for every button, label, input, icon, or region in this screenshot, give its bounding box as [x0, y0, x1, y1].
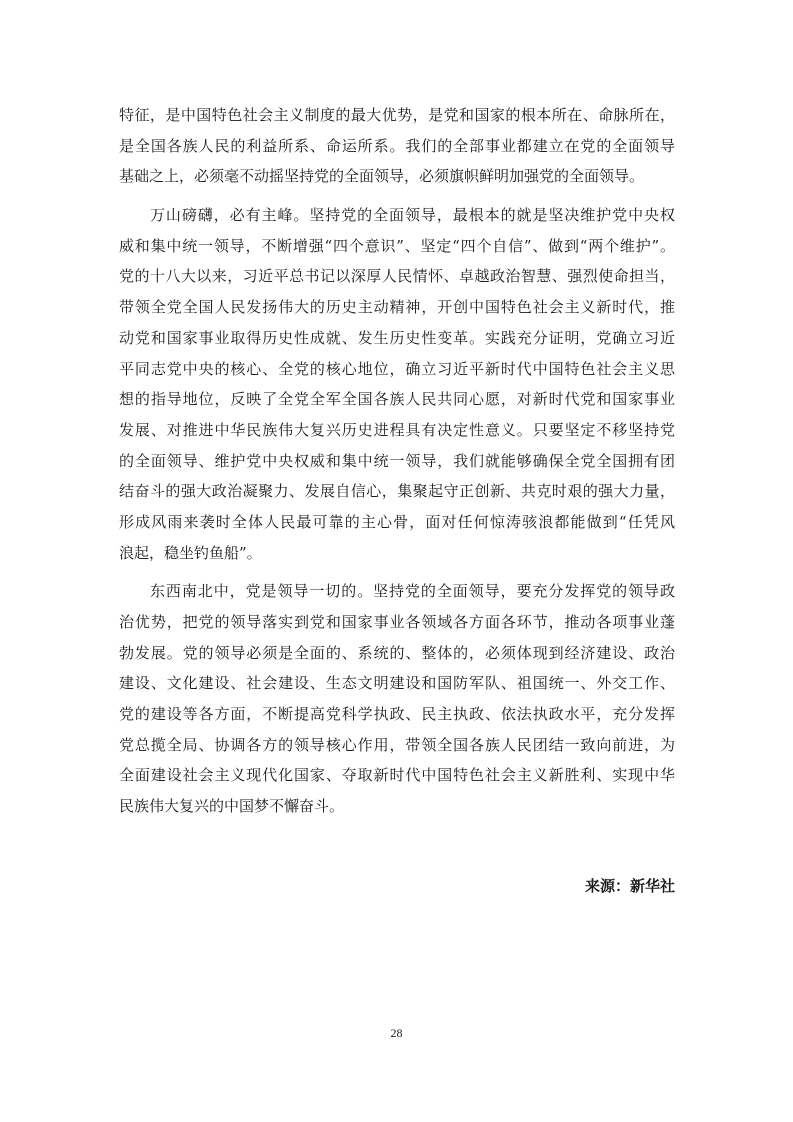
text-line: 威和集中统一领导，不断增强“四个意识”、坚定“四个自信”、做到“两个维护”。 — [119, 236, 675, 255]
text-line: 党总揽全局、协调各方的领导核心作用，带领全国各族人民团结一致向前进，为 — [119, 735, 675, 754]
text-line: 特征，是中国特色社会主义制度的最大优势，是党和国家的根本所在、命脉所在， — [119, 106, 675, 124]
paragraph — [119, 100, 675, 192]
text-line: 平同志党中央的核心、全党的核心地位，确立习近平新时代中国特色社会主义思 — [119, 359, 675, 378]
text-line: 的全面领导、维护党中央权威和集中统一领导，我们就能够确保全党全国拥有团 — [119, 451, 675, 470]
text-line: 党的建设等各方面，不断提高党科学执政、民主执政、依法执政水平，充分发挥 — [119, 705, 675, 724]
text-line: 发展、对推进中华民族伟大复兴历史进程具有决定性意义。只要坚定不移坚持党 — [119, 420, 675, 439]
text-line: 浪起，稳坐钓鱼船”。 — [119, 543, 262, 562]
text-line: 东西南北中，党是领导一切的。坚持党的全面领导，要充分发挥党的领导政 — [150, 582, 675, 601]
text-line: 结奋斗的强大政治凝聚力、发展自信心，集聚起守正创新、共克时艰的强大力量， — [119, 482, 675, 501]
text-line: 形成风雨来袭时全体人民最可靠的主心骨，面对任何惊涛骇浪都能做到“任凭风 — [119, 512, 675, 531]
page-number: 28 — [390, 1026, 403, 1040]
text-line: 基础之上，必须毫不动摇坚持党的全面领导，必须旗帜鲜明加强党的全面领导。 — [119, 167, 645, 186]
text-line: 民族伟大复兴的中国梦不懈奋斗。 — [119, 797, 345, 816]
text-line: 建设、文化建设、社会建设、生态文明建设和国防军队、祖国统一、外交工作、 — [119, 674, 675, 693]
source-attribution: 来源：新华社 — [584, 877, 675, 895]
text-line: 带领全党全国人民发扬伟大的历史主动精神，开创中国特色社会主义新时代，推 — [119, 298, 675, 317]
text-line: 动党和国家事业取得历史性成就、发生历史性变革。实践充分证明，党确立习近 — [119, 328, 675, 347]
text-line: 治优势，把党的领导落实到党和国家事业各领域各方面各环节，推动各项事业蓬 — [119, 613, 675, 631]
text-line: 是全国各族人民的利益所系、命运所系。我们的全部事业都建立在党的全面领导 — [119, 136, 675, 155]
paragraph-gap — [119, 568, 675, 576]
text-line: 全面建设社会主义现代化国家、夺取新时代中国特色社会主义新胜利、实现中华 — [119, 766, 675, 785]
text-line: 勃发展。党的领导必须是全面的、系统的、整体的，必须体现到经济建设、政治 — [119, 643, 675, 662]
paragraph-gap — [119, 192, 675, 200]
paragraph — [119, 576, 675, 822]
paragraph — [119, 200, 675, 568]
text-line: 万山磅礴，必有主峰。坚持党的全面领导，最根本的就是坚决维护党中央权 — [150, 206, 675, 225]
text-line: 党的十八大以来，习近平总书记以深厚人民情怀、卓越政治智慧、强烈使命担当， — [119, 267, 675, 286]
text-line: 想的指导地位，反映了全党全军全国各族人民共同心愿，对新时代党和国家事业 — [119, 390, 675, 409]
article-body — [119, 100, 675, 822]
